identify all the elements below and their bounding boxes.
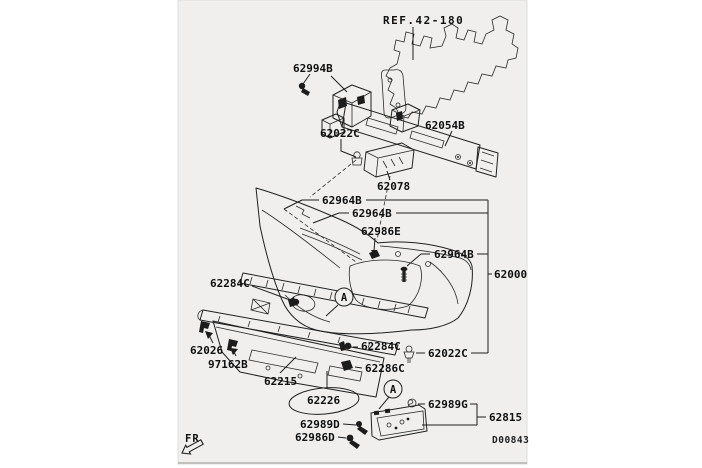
- fr-label: FR: [185, 433, 200, 445]
- part-label-62994b: 62994B: [293, 62, 333, 75]
- part-label-62226: 62226: [307, 394, 341, 407]
- bolt-62964B: [401, 267, 408, 282]
- part-label-62986d: 62986D: [295, 431, 335, 444]
- scan-canvas: [178, 0, 530, 464]
- part-label-62022c-top: 62022C: [320, 127, 360, 140]
- part-label-62022c-2: 62022C: [428, 347, 468, 360]
- detail-marker-a-2: [384, 380, 402, 398]
- detail-marker-a-1: [335, 288, 353, 306]
- part-label-62989d: 62989D: [300, 418, 340, 431]
- part-label-62964b-3: 62964B: [434, 248, 474, 261]
- part-label-62284c-2: 62284C: [361, 340, 401, 353]
- detail-marker-letter: A: [389, 384, 397, 396]
- part-label-62286c: 62286C: [365, 362, 405, 375]
- part-label-62964b-1: 62964B: [322, 194, 362, 207]
- drawing-code: D00843: [492, 435, 530, 446]
- part-label-62284c-1: 62284C: [210, 277, 250, 290]
- part-label-62964b-2: 62964B: [352, 207, 392, 220]
- part-label-62986e: 62986E: [361, 225, 401, 238]
- part-label-62054b: 62054B: [425, 119, 465, 132]
- part-label-62989g: 62989G: [428, 398, 468, 411]
- part-label-62078: 62078: [377, 180, 411, 193]
- part-label-62026: 62026: [190, 344, 224, 357]
- ref-label: REF.42-180: [383, 14, 465, 27]
- part-label-62815: 62815: [489, 411, 523, 424]
- part-label-97162b: 97162B: [208, 358, 248, 371]
- part-label-62215: 62215: [264, 375, 298, 388]
- detail-marker-letter: A: [340, 292, 348, 304]
- part-label-62000: 62000: [494, 268, 528, 281]
